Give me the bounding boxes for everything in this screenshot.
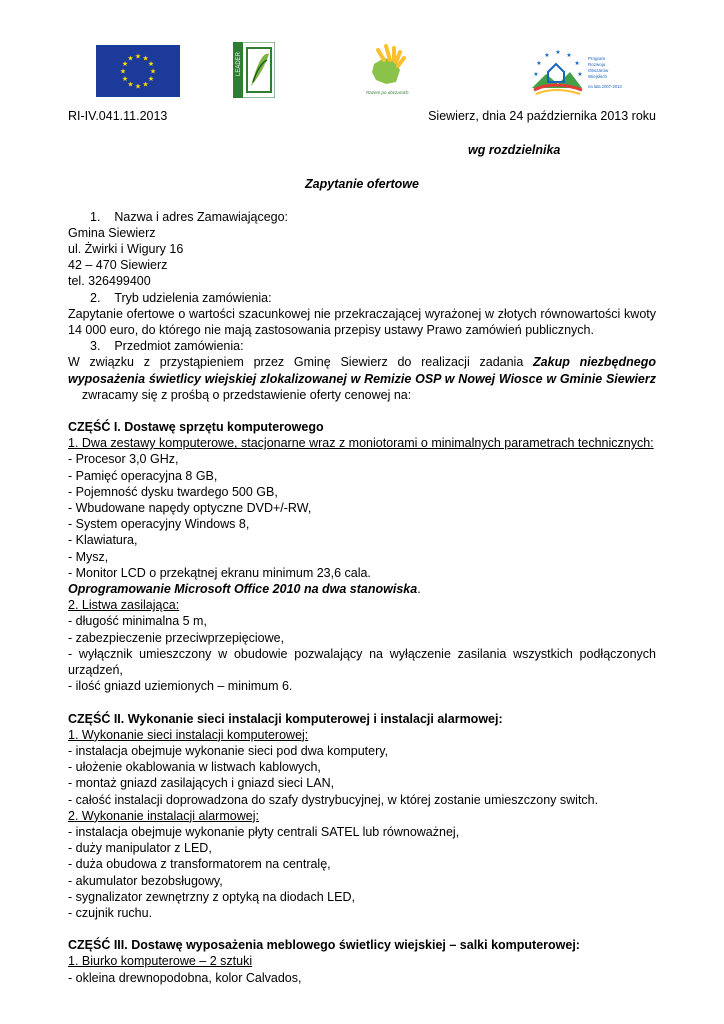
eu-star-icon: ★	[119, 68, 127, 76]
prow-star-icon: ★	[574, 61, 580, 67]
prow-star-icon: ★	[533, 72, 539, 78]
prow-star-icon: ★	[536, 61, 542, 67]
office-text: Oprogramowanie Microsoft Office 2010 na dwa stanowiska	[68, 582, 418, 597]
list-item: - montaż gniazd zasilających i gniazd sieci LAN,	[68, 776, 335, 791]
prow-line-2: Rozwoju	[588, 62, 606, 67]
part-2-heading: CZĘŚĆ II. Wykonanie sieci instalacji komputerowej i instalacji alarmowej:	[68, 711, 503, 726]
s1-line: Gmina Siewierz	[68, 225, 156, 240]
prow-line-1: Program	[588, 56, 606, 61]
eu-star-icon: ★	[134, 83, 142, 91]
list-item: - Pamięć operacyjna 8 GB,	[68, 468, 218, 483]
intro-part-a: W związku z przystąpieniem przez Gminę Siewierz do realizacji zadania	[68, 355, 534, 370]
eu-star-icon: ★	[121, 76, 129, 83]
prow-line-4: Wiejskich	[588, 74, 608, 79]
list-item: - instalacja obejmuje wykonanie płyty centrali SATEL lub równoważnej,	[68, 824, 460, 839]
list-item: - akumulator bezobsługowy,	[68, 873, 223, 888]
prow-line-3: Obszarów	[588, 68, 609, 73]
place-date: Siewierz, dnia 24 października 2013 roku	[428, 109, 656, 123]
list-item: - Pojemność dysku twardego 500 GB,	[68, 484, 278, 499]
document-title: Zapytanie ofertowe	[305, 177, 419, 192]
prow-star-icon: ★	[544, 52, 550, 59]
prow-star-icon: ★	[566, 52, 572, 59]
section-3-intro	[68, 354, 656, 403]
list-item: - System operacyjny Windows 8,	[68, 517, 250, 532]
document-body	[68, 108, 656, 986]
list-item: - duża obudowa z transformatorem na centralę,	[68, 857, 331, 872]
section-2-title: Tryb udzielenia zamówienia:	[114, 290, 272, 305]
eu-star-icon: ★	[147, 61, 155, 68]
recipient: wg rozdzielnika	[468, 143, 561, 158]
prow-line-5: na lata 2007-2013	[588, 84, 622, 89]
part-3-heading: CZĘŚĆ III. Dostawę wyposażenia meblowego świetlicy wiejskiej – salki komputerowej:	[68, 938, 580, 953]
reference-number: RI-IV.041.11.2013	[68, 109, 168, 123]
region-logo-text: Razem po obszarach	[366, 90, 409, 95]
eu-star-icon: ★	[134, 53, 142, 61]
section-2-heading	[68, 290, 656, 306]
list-item: - Wbudowane napędy optyczne DVD+/-RW,	[68, 501, 312, 516]
leader-logo-text: LEADER	[236, 51, 242, 76]
intro-task-name: Zakup niezbędnego wyposażenia świetlicy wiejskiej zlokalizowanej w Remizie OSP w Nowej Wiosce w Gminie Siewierz	[68, 355, 657, 386]
part-3-sub-1: 1. Biurko komputerowe – 2 sztuki	[68, 954, 253, 969]
leader-logo	[233, 42, 275, 98]
list-item: - duży manipulator z LED,	[68, 841, 212, 856]
part-1-sub-2: 2. Listwa zasilająca:	[68, 598, 180, 613]
list-item: - Procesor 3,0 GHz,	[68, 452, 179, 467]
list-item: - sygnalizator zewnętrzny z optyką na diodach LED,	[68, 889, 355, 904]
list-item: - Monitor LCD o przekątnej ekranu minimum 23,6 cala.	[68, 565, 371, 580]
part-1-heading: CZĘŚĆ I. Dostawę sprzętu komputerowego	[68, 420, 324, 435]
list-item: - czujnik ruchu.	[68, 905, 153, 920]
s1-line: 42 – 470 Siewierz	[68, 258, 168, 273]
prow-star-icon: ★	[555, 50, 561, 56]
part-2-sub-1: 1. Wykonanie sieci instalacji komputerowej:	[68, 727, 309, 742]
section-2-number: 2.	[90, 290, 101, 305]
list-item: - ułożenie okablowania w listwach kablowych,	[68, 760, 321, 775]
s1-line: tel. 326499400	[68, 274, 151, 289]
section-2-text: Zapytanie ofertowe o wartości szacunkowej nie przekraczającej wyrażonej w złotych równowartości kwoty 14 000 euro, do którego nie mają zastosowania przepisy ustawy Prawo zamówień publicznych.	[68, 306, 656, 338]
part-2-sub-2: 2. Wykonanie instalacji alarmowej:	[68, 808, 259, 823]
eu-star-icon: ★	[127, 55, 134, 63]
section-3-title: Przedmiot zamówienia:	[114, 339, 244, 354]
header-row	[68, 108, 656, 124]
logo-bar	[0, 40, 724, 100]
office-end: .	[417, 582, 421, 597]
list-item: - całość instalacji doprowadzona do szafy dystrybucyjnej, w której zostanie umieszczony switch.	[68, 792, 599, 807]
eu-star-icon: ★	[149, 68, 157, 76]
section-3-number: 3.	[90, 339, 101, 354]
section-1-number: 1.	[90, 209, 101, 224]
section-3-heading	[68, 338, 656, 354]
office-line	[68, 581, 656, 597]
eu-star-icon: ★	[142, 55, 149, 63]
region-logo	[364, 42, 414, 100]
prow-logo	[524, 44, 624, 100]
eu-star-icon: ★	[142, 81, 149, 89]
list-item: - ilość gniazd uziemionych – minimum 6.	[68, 679, 293, 694]
eu-star-icon: ★	[121, 61, 129, 68]
eu-star-icon: ★	[147, 76, 155, 83]
list-item: - wyłącznik umieszczony w obudowie pozwalający na wyłączenie zasilania wszystkich podłączonych urządzeń,	[68, 646, 656, 678]
eu-flag-logo	[96, 45, 180, 97]
list-item: - okleina drewnopodobna, kolor Calvados,	[68, 970, 302, 985]
part-1-sub-1: 1. Dwa zestawy komputerowe, stacjonarne wraz z moniotorami o minimalnych parametrach technicznych:	[68, 436, 654, 451]
section-1-title: Nazwa i adres Zamawiającego:	[114, 209, 289, 224]
list-item: - Mysz,	[68, 549, 109, 564]
intro-part-c: zwracamy się z prośbą o przedstawienie oferty cenowej na:	[68, 387, 412, 402]
s1-line: ul. Żwirki i Wigury 16	[68, 242, 184, 257]
list-item: - długość minimalna 5 m,	[68, 614, 207, 629]
list-item: - Klawiatura,	[68, 533, 138, 548]
eu-star-icon: ★	[127, 81, 134, 89]
section-1-heading	[68, 209, 656, 225]
prow-star-icon: ★	[577, 72, 583, 78]
list-item: - zabezpieczenie przeciwprzepięciowe,	[68, 630, 285, 645]
list-item: - instalacja obejmuje wykonanie sieci pod dwa komputery,	[68, 743, 389, 758]
